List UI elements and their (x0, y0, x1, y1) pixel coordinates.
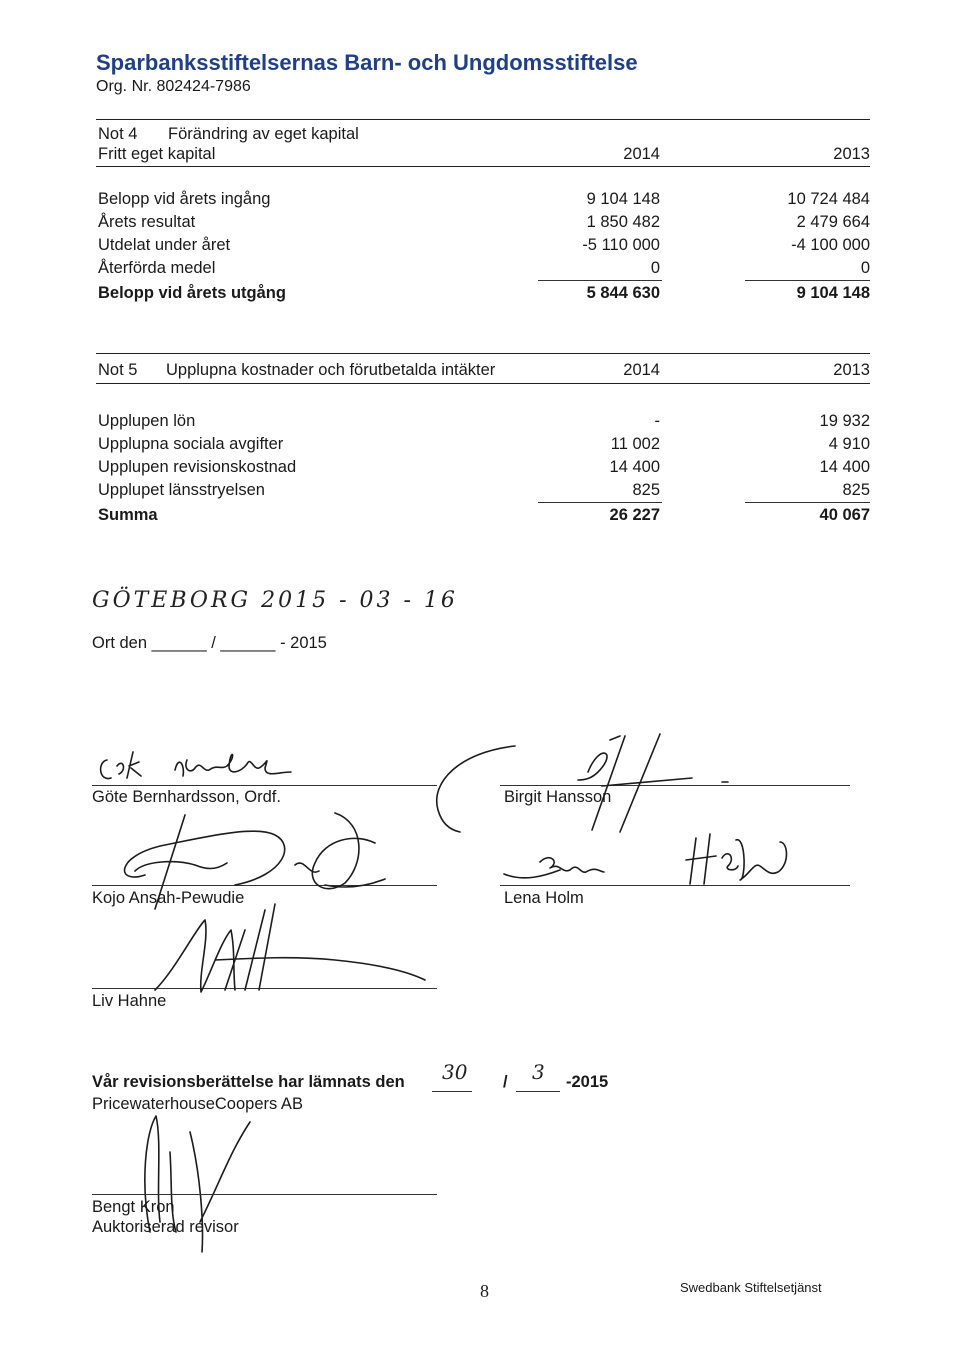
note5-row-label: Upplupet länsstryelsen (98, 481, 265, 499)
note4-row-label: Återförda medel (98, 259, 216, 277)
handwritten-place-date: GÖTEBORG 2015 - 03 - 16 (92, 588, 458, 613)
auditor-name: Bengt Kron (92, 1198, 175, 1216)
note4-row-label: Utdelat under året (98, 236, 231, 254)
note5-row-2014: 825 (632, 481, 660, 499)
audit-year-suffix: -2015 (566, 1073, 609, 1091)
note5-col-2014: 2014 (623, 361, 660, 379)
signatory-birgit: Birgit Hansson (504, 788, 612, 806)
note5-col-2013: 2013 (833, 361, 870, 379)
note5-total-2014: 26 227 (609, 506, 660, 524)
signature-gote-handwriting (95, 740, 395, 790)
note5-sum-rule-2014 (538, 502, 662, 503)
page-number: 8 (480, 1281, 489, 1301)
note4-row-2014: 1 850 482 (586, 213, 660, 231)
note4-row-label: Årets resultat (98, 213, 196, 231)
audit-month-line (516, 1091, 560, 1092)
footer-brand: Swedbank Stiftelsetjänst (680, 1280, 822, 1295)
note5-row-2014: 11 002 (610, 435, 660, 453)
signatory-lena: Lena Holm (504, 889, 584, 907)
signature-liv-handwriting (95, 900, 435, 1000)
note5-header-rule (96, 383, 870, 384)
note4-row-2014: -5 110 000 (582, 236, 660, 254)
note4-sum-rule-2014 (538, 280, 662, 281)
note5-total-label: Summa (98, 506, 158, 524)
note4-row-label: Belopp vid årets ingång (98, 190, 271, 208)
note4-sum-rule-2013 (745, 280, 870, 281)
audit-slash: / (503, 1073, 508, 1091)
audit-month-handwritten: 3 (532, 1060, 545, 1084)
note5-row-2013: 19 932 (819, 412, 870, 430)
note4-header-rule (96, 166, 870, 167)
note4-row-2013: 0 (860, 259, 870, 277)
place-date-label: Ort den ______ / ______ - 2015 (92, 634, 327, 652)
signatory-kojo: Kojo Ansah-Pewudie (92, 889, 245, 907)
note5-sum-rule-2013 (745, 502, 870, 503)
audit-day-handwritten: 30 (442, 1060, 468, 1084)
note5-row-label: Upplupen lön (98, 412, 196, 430)
note5-row-label: Upplupna sociala avgifter (98, 435, 284, 453)
note4-row-2014: 0 (650, 259, 660, 277)
audit-statement-prefix: Vår revisionsberättelse har lämnats den (92, 1073, 405, 1091)
note4-subtitle: Fritt eget kapital (98, 145, 216, 163)
note5-top-rule (96, 353, 870, 354)
note4-col-2014: 2014 (623, 145, 660, 163)
note5-row-2013: 4 910 (828, 435, 870, 453)
organization-number: Org. Nr. 802424-7986 (96, 78, 251, 95)
note5-title: Upplupna kostnader och förutbetalda intäkter (166, 361, 496, 379)
signature-auditor-handwriting (110, 1112, 260, 1262)
note4-top-rule (96, 119, 870, 120)
note5-row-label: Upplupen revisionskostnad (98, 458, 297, 476)
signatory-liv: Liv Hahne (92, 992, 167, 1010)
note4-total-label: Belopp vid årets utgång (98, 284, 286, 302)
note4-row-2013: 10 724 484 (787, 190, 870, 208)
note4-label: Not 4 (98, 125, 138, 143)
signature-lena-handwriting (500, 830, 800, 890)
organization-name: Sparbanksstiftelsernas Barn- och Ungdomsstiftelse (96, 50, 638, 75)
note5-row-2014: - (654, 412, 660, 430)
note4-row-2014: 9 104 148 (586, 190, 660, 208)
note5-total-2013: 40 067 (819, 506, 870, 524)
note5-label: Not 5 (98, 361, 138, 379)
note5-row-2013: 14 400 (819, 458, 870, 476)
note4-total-2013: 9 104 148 (796, 284, 870, 302)
note4-total-2014: 5 844 630 (586, 284, 660, 302)
auditor-title: Auktoriserad revisor (92, 1218, 239, 1236)
signatory-gote: Göte Bernhardsson, Ordf. (92, 788, 281, 806)
note4-row-2013: 2 479 664 (796, 213, 870, 231)
note4-title: Förändring av eget kapital (168, 125, 359, 143)
audit-day-line (432, 1091, 472, 1092)
note5-row-2013: 825 (842, 481, 870, 499)
note4-row-2013: -4 100 000 (791, 236, 870, 254)
signature-line-auditor (92, 1194, 437, 1195)
note5-row-2014: 14 400 (609, 458, 660, 476)
audit-firm: PricewaterhouseCoopers AB (92, 1095, 303, 1113)
note4-col-2013: 2013 (833, 145, 870, 163)
